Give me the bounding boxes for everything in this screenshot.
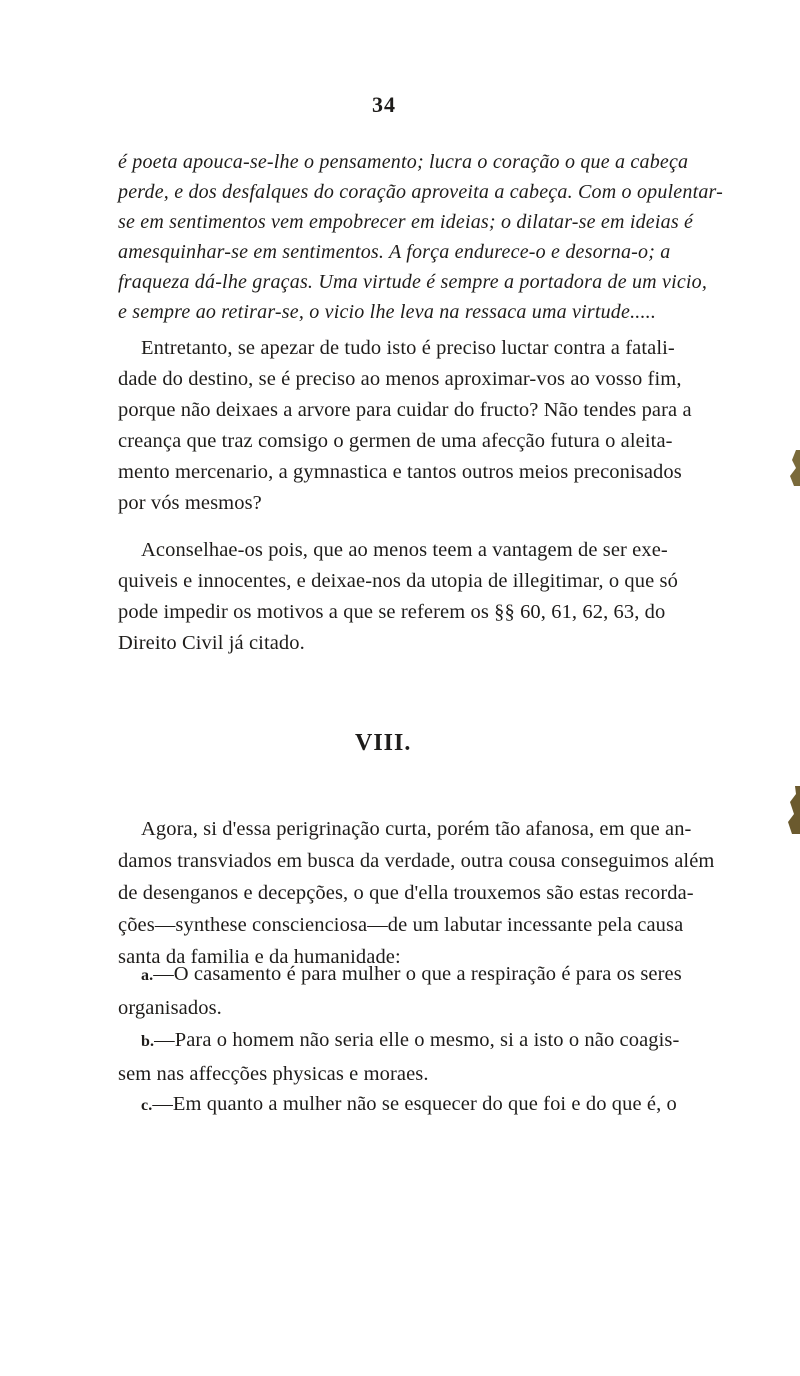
list-marker: c. <box>141 1097 153 1114</box>
page-number: 34 <box>372 92 396 117</box>
paragraph-aconselhae <box>118 535 706 659</box>
list-item-line: organisados. <box>118 997 222 1019</box>
italic-line: é poeta apouca-se-lhe o pensamento; lucra o coração o que a cabeça <box>118 151 689 173</box>
margin-bleed-mark <box>786 786 800 836</box>
list-item-first-line <box>118 1024 706 1058</box>
list-item-a <box>118 958 706 1024</box>
list-item-text: —Em quanto a mulher não se esquecer do que foi e do que é, o <box>152 1093 677 1115</box>
paragraph-line: dade do destino, se é preciso ao menos aproximar-vos ao vosso fim, <box>118 368 682 390</box>
paragraph-line: santa da familia e da humanidade: <box>118 946 401 968</box>
paragraph-line: creança que traz comsigo o germen de uma afecção futura o aleita- <box>118 430 673 452</box>
list-item-first-line <box>118 958 706 992</box>
paragraph-line: Aconselhae-os pois, que ao menos teem a vantagem de ser exe- <box>141 539 668 561</box>
paragraph-line: Agora, si d'essa perigrinação curta, porém tão afanosa, em que an- <box>141 818 692 840</box>
paragraph-line: mento mercenario, a gymnastica e tantos outros meios preconisados <box>118 461 682 483</box>
list-item-first-line <box>118 1088 706 1122</box>
paragraph-entretanto <box>118 333 706 519</box>
paragraph-line: porque não deixaes a arvore para cuidar do fructo? Não tendes para a <box>118 399 692 421</box>
paragraph-line: Entretanto, se apezar de tudo isto é preciso luctar contra a fatali- <box>141 337 675 359</box>
margin-bleed-mark <box>786 448 800 488</box>
paragraph-line: de desenganos e decepções, o que d'ella trouxemos são estas recorda- <box>118 882 694 904</box>
paragraph-line: pode impedir os motivos a que se referem os §§ 60, 61, 62, 63, do <box>118 601 666 623</box>
italic-line: perde, e dos desfalques do coração aproveita a cabeça. Com o opulentar- <box>118 181 723 203</box>
paragraph-line: Direito Civil já citado. <box>118 632 305 654</box>
list-item-c <box>118 1088 706 1122</box>
list-marker: b. <box>141 1033 155 1050</box>
paragraph-line: quiveis e innocentes, e deixae-nos da utopia de illegitimar, o que só <box>118 570 678 592</box>
list-marker: a. <box>141 967 154 984</box>
section-heading: VIII. <box>355 730 412 756</box>
paragraph-line: por vós mesmos? <box>118 492 262 514</box>
italic-line: amesquinhar-se em sentimentos. A força endurece-o e desorna-o; a <box>118 241 671 263</box>
paragraph-line: ções—synthese conscienciosa—de um labutar incessante pela causa <box>118 914 684 936</box>
italic-line: se em sentimentos vem empobrecer em ideias; o dilatar-se em ideias é <box>118 211 694 233</box>
list-item-b <box>118 1024 706 1090</box>
list-item-line: sem nas affecções physicas e moraes. <box>118 1063 429 1085</box>
list-item-text: —Para o homem não seria elle o mesmo, si a isto o não coagis- <box>154 1029 680 1051</box>
italic-line: e sempre ao retirar-se, o vicio lhe leva na ressaca uma virtude..... <box>118 301 657 323</box>
paragraph-agora <box>118 813 715 973</box>
list-item-text: —O casamento é para mulher o que a respiração é para os seres <box>153 963 682 985</box>
italic-paragraph <box>118 147 723 327</box>
italic-line: fraqueza dá-lhe graças. Uma virtude é sempre a portadora de um vicio, <box>118 271 708 293</box>
paragraph-line: damos transviados em busca da verdade, outra cousa conseguimos além <box>118 850 715 872</box>
